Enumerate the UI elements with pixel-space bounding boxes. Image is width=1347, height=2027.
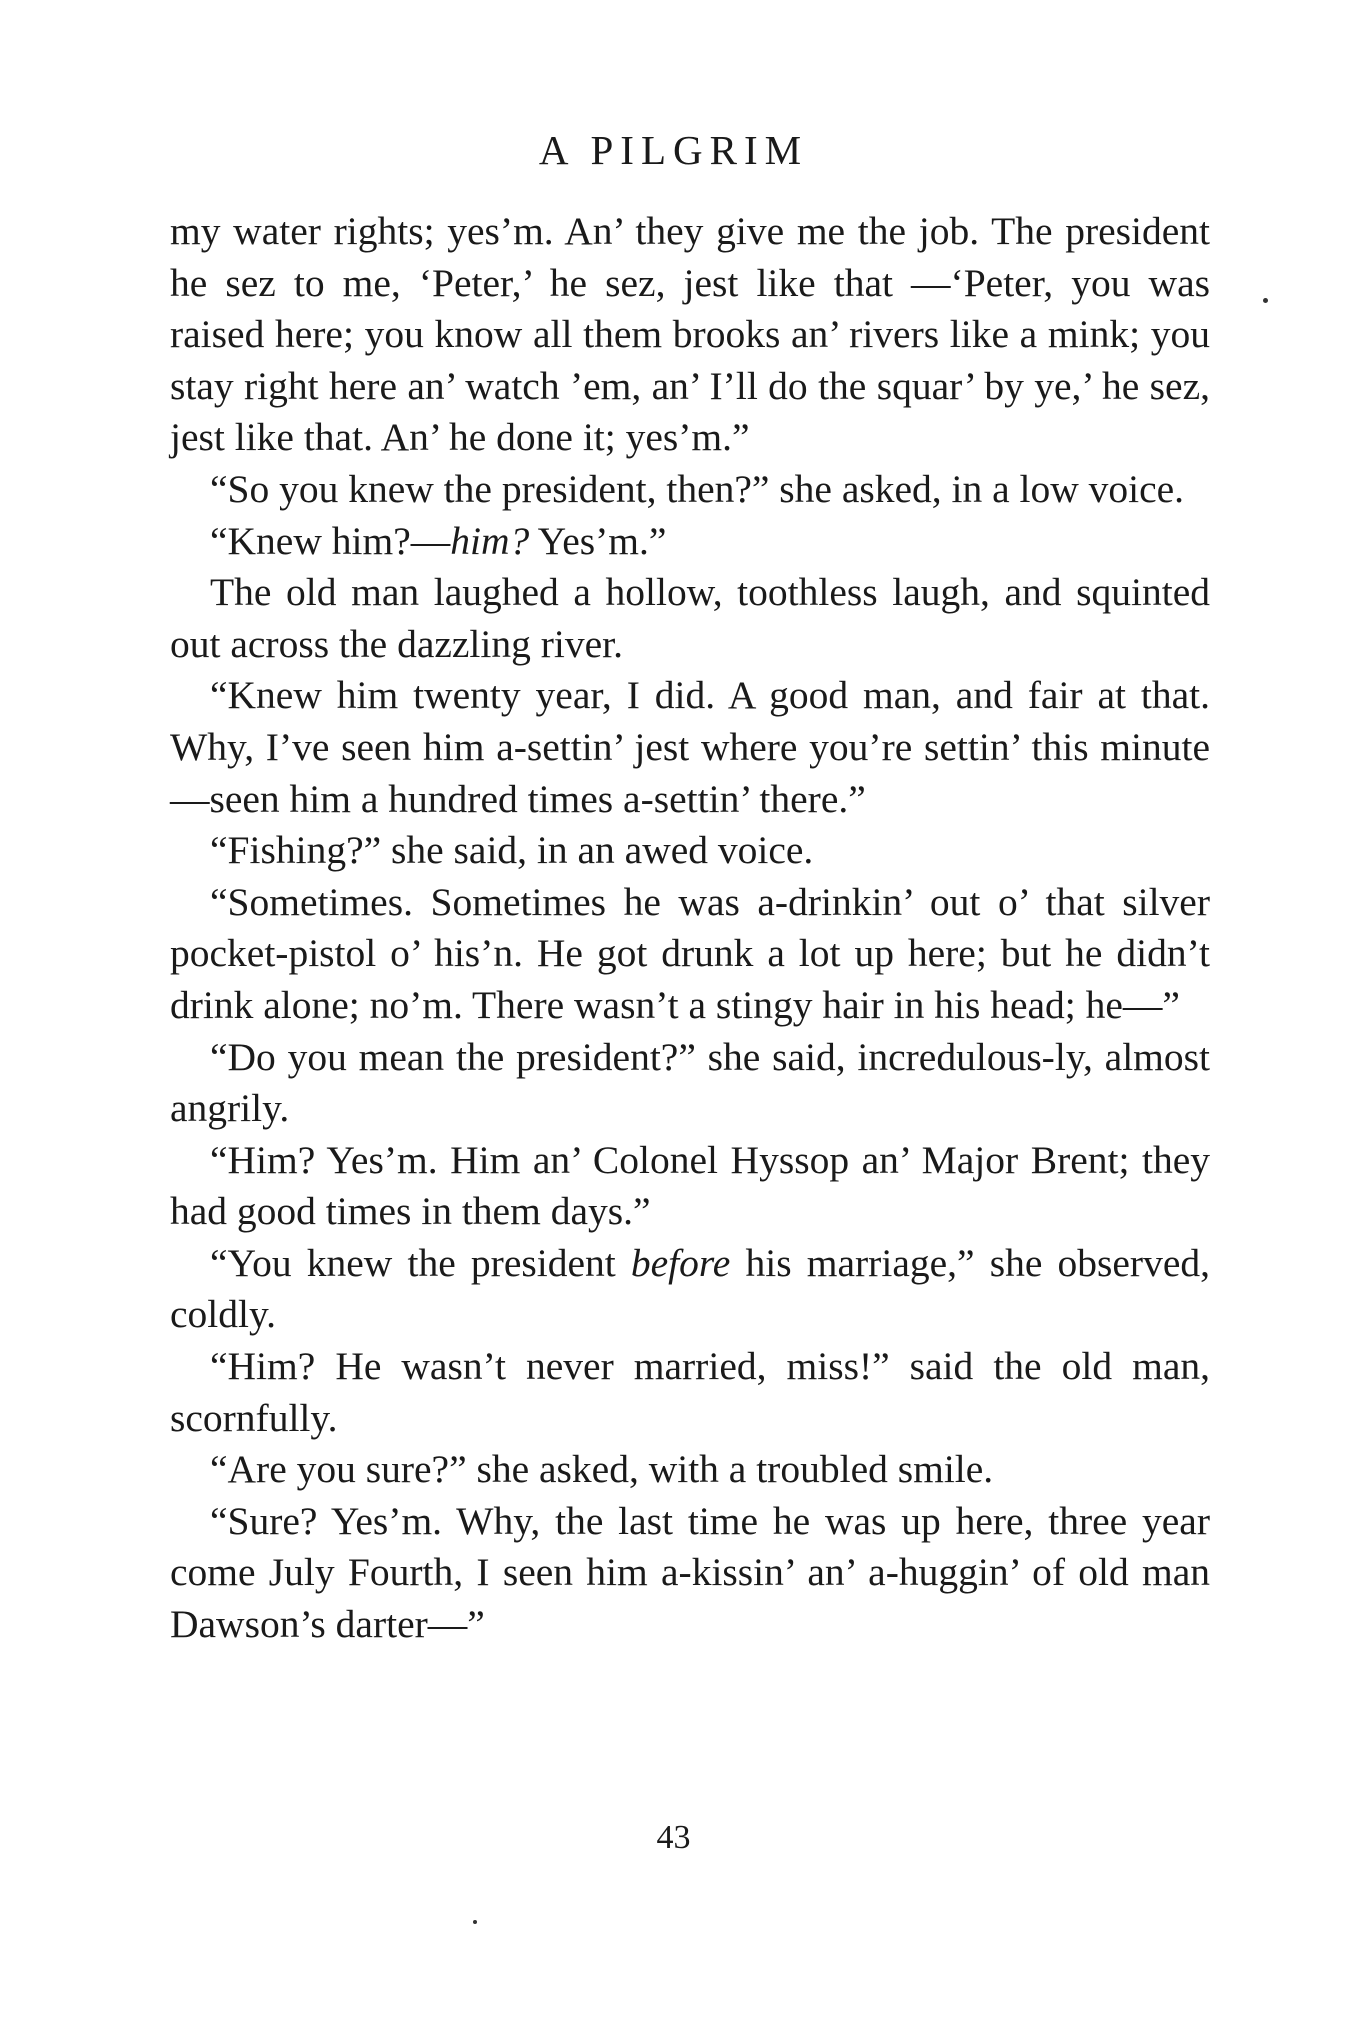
paragraph-text: “You knew the president — [210, 1240, 631, 1285]
paragraph-text: “Knew him?— — [210, 518, 451, 563]
paragraph-text: “Are you sure?” she asked, with a troubled smile. — [210, 1447, 994, 1492]
paragraph-text: his marriage,” she observed, coldly. — [170, 1240, 1210, 1337]
paragraph-text: “Knew him twenty year, I did. A good man, and fair at that. Why, I’ve seen him a-settin’ jest where you’re settin’ this minute—seen him a hundred times a-settin’ there.” — [170, 673, 1210, 821]
paragraph — [170, 1135, 1210, 1238]
paragraph — [170, 567, 1210, 670]
italic-text: him? — [450, 518, 530, 563]
paragraph-text: “Him? He wasn’t never married, miss!” said the old man, scornfully. — [170, 1344, 1210, 1440]
paragraph — [170, 464, 1210, 516]
paragraph-text: “So you knew the president, then?” she asked, in a low voice. — [210, 466, 1185, 511]
paragraph — [170, 670, 1210, 825]
paragraph — [170, 825, 1210, 877]
running-head: A PILGRIM — [538, 127, 809, 173]
paragraph — [170, 1238, 1210, 1341]
print-speck — [473, 1920, 477, 1924]
paragraph-text: The old man laughed a hollow, toothless laugh, and squinted out across the dazzling river. — [170, 570, 1210, 666]
paragraph — [170, 1341, 1210, 1444]
paragraph-text: “Do you mean the president?” she said, incredulous-ly, almost angrily. — [170, 1034, 1210, 1131]
paragraph — [170, 1496, 1210, 1651]
page-number: 43 — [656, 1819, 691, 1856]
paragraph — [170, 1032, 1210, 1135]
paragraph-text: “Fishing?” she said, in an awed voice. — [210, 828, 814, 873]
paragraph-text: “Sure? Yes’m. Why, the last time he was up here, three year come July Fourth, I seen him a-kissin’ an’ a-huggin’ of old man Dawson’s darter—” — [170, 1498, 1210, 1647]
paragraph — [170, 1444, 1210, 1496]
italic-text: before — [630, 1240, 731, 1285]
body-text — [170, 206, 1210, 1651]
paragraph-text: Yes’m.” — [529, 518, 667, 563]
paragraph-text: “Sometimes. Sometimes he was a-drinkin’ out o’ that silver pocket-pistol o’ his’n. He got drunk a lot up here; but he didn’t drink alone; no’m. There wasn’t a stingy hair in his head; he—” — [170, 879, 1210, 1027]
print-speck — [1263, 298, 1268, 303]
paragraph — [170, 516, 1210, 568]
paragraph-text: my water rights; yes’m. An’ they give me the job. The president he sez to me, ‘Peter,’ he sez, jest like that —‘Peter, you was raised here; you know all them brooks an’ rivers like a mink; you stay right here an’ watch ’em, an’ I’ll do the squar’ by ye,’ he sez, jest like that. An’ he done it; yes’m.” — [170, 209, 1210, 460]
paragraph — [170, 206, 1210, 464]
paragraph — [170, 877, 1210, 1032]
paragraph-text: “Him? Yes’m. Him an’ Colonel Hyssop an’ Major Brent; they had good times in them days.” — [170, 1137, 1210, 1234]
